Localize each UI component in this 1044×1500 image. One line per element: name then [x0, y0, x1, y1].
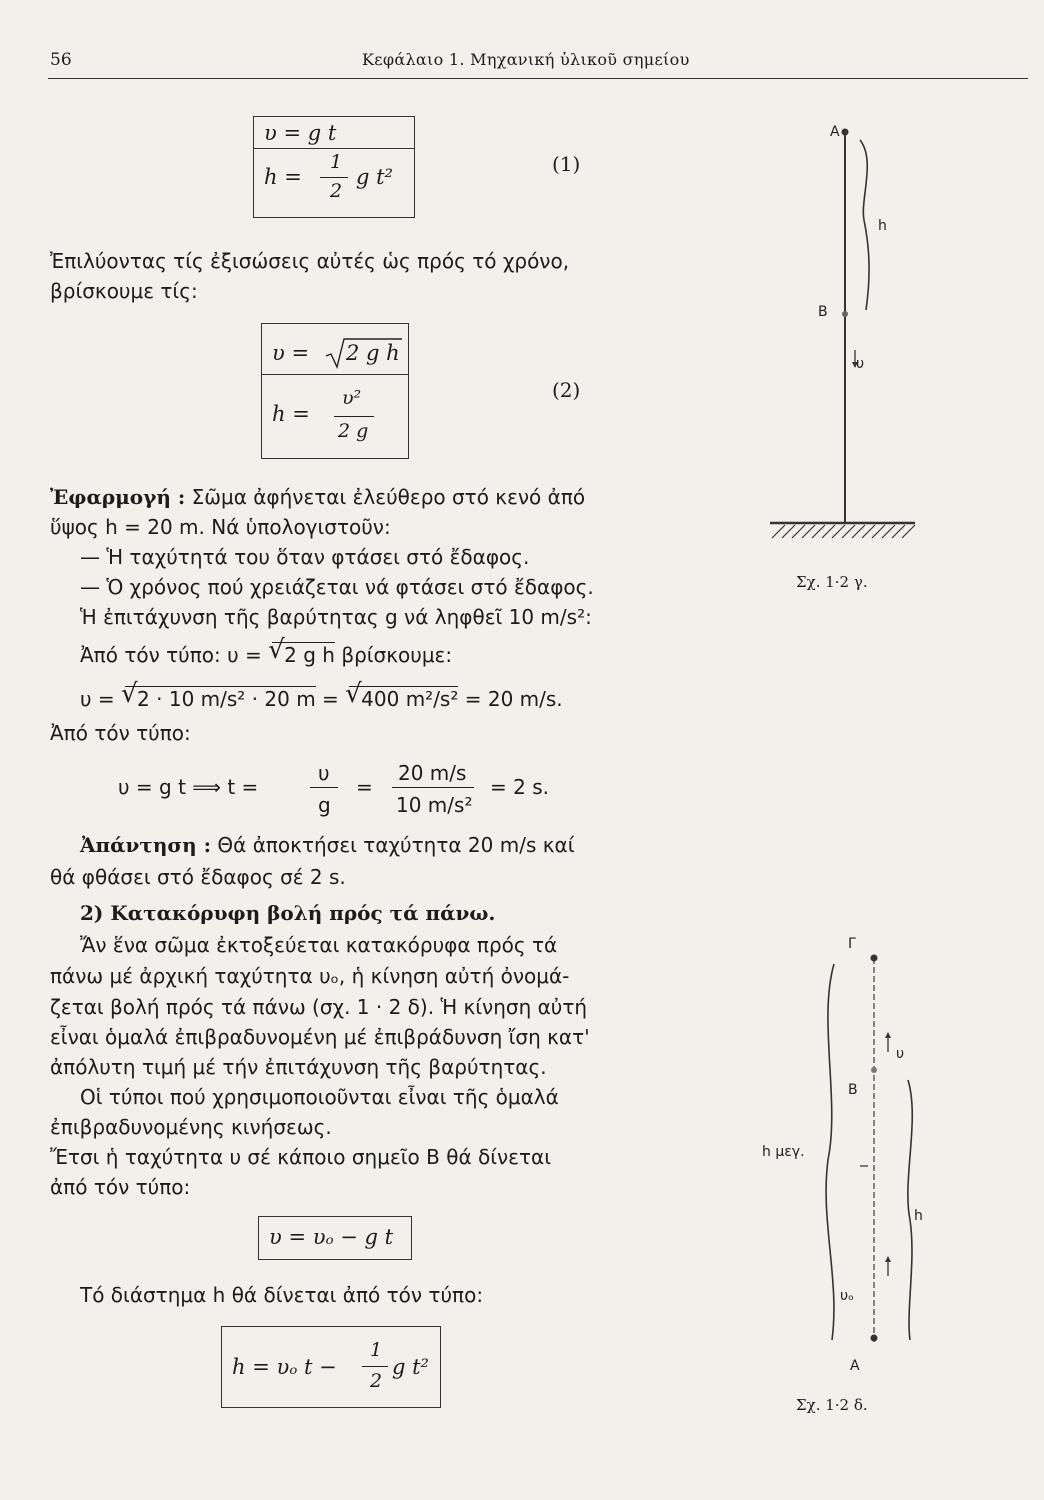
- bullet-item: — Ἡ ταχύτητά του ὅταν φτάσει στό ἔδαφος.: [80, 545, 530, 569]
- paragraph-line: Ἄν ἕνα σῶμα ἐκτοξεύεται κατακόρυφα πρός τά: [80, 933, 558, 957]
- formula-v-lhs: υ =: [272, 341, 310, 365]
- sqrt-argument: 2 g h: [346, 341, 400, 365]
- paragraph-line: θά φθάσει στό ἔδαφος σέ 2 s.: [50, 865, 346, 889]
- formula-v-v0-gt: υ = υₒ − g t: [269, 1225, 394, 1249]
- height-brace: [908, 1080, 912, 1340]
- formula-h-lhs: h =: [264, 165, 302, 189]
- label-b: Β: [848, 1082, 858, 1098]
- fraction-denominator: 2: [370, 1370, 383, 1392]
- fraction-denominator: 2 g: [338, 420, 369, 442]
- formula-h-lhs: h =: [272, 402, 310, 426]
- label-h: h: [914, 1208, 923, 1224]
- paragraph-line: Ἡ ἐπιτάχυνση τῆς βαρύτητας g νά ληφθεῖ 10 m/s²:: [80, 605, 592, 629]
- fraction-denominator: 10 m/s²: [396, 793, 473, 817]
- fraction-numerator: 1: [330, 151, 343, 173]
- paragraph-line: εἶναι ὁμαλά ἐπιβραδυνομένη μέ ἐπιβράδυνση ἴση κατ': [50, 1025, 590, 1049]
- formula-box-1: [253, 116, 415, 218]
- formula-h-rhs: g t²: [392, 1355, 429, 1379]
- height-brace: [860, 140, 869, 310]
- ground-hatching: [772, 525, 915, 538]
- paragraph-line: βρίσκουμε τίς:: [50, 279, 198, 303]
- point-b-marker: [842, 311, 848, 317]
- paragraph-line: ὕψος h = 20 m. Νά ὑπολογιστοῦν:: [50, 515, 391, 539]
- label-v: υ: [896, 1046, 905, 1062]
- time-equation-left: υ = g t ⟹ t =: [118, 775, 259, 799]
- formula-h-rhs: g t²: [356, 165, 393, 189]
- equation-number-2: (2): [552, 378, 581, 402]
- calculation-line: υ = √ 2 · 10 m/s² · 20 m = √ 400 m²/s² = 20 m/s.: [80, 679, 563, 711]
- label-v: υ: [856, 356, 865, 372]
- answer-heading: Ἀπάντηση :: [80, 833, 212, 857]
- paragraph-line: Οἱ τύποι πού χρησιμοποιοῦνται εἶναι τῆς ὁμαλά: [80, 1085, 559, 1109]
- header-rule: [48, 78, 1028, 79]
- fraction-numerator: υ: [318, 761, 330, 785]
- formula-pre: Ἀπό τόν τύπο: υ =: [80, 643, 262, 667]
- point-g-marker: [871, 955, 878, 962]
- bullet-item: — Ὁ χρόνος πού χρειάζεται νά φτάσει στό ἔδαφος.: [80, 575, 594, 599]
- label-a: Α: [850, 1358, 860, 1374]
- label-a: Α: [830, 124, 840, 140]
- chapter-title: Κεφάλαιο 1. Μηχανική ὑλικοῦ σημείου: [362, 50, 690, 69]
- formula-box-4: [221, 1326, 441, 1408]
- paragraph-line: πάνω μέ ἀρχική ταχύτητα υₒ, ἡ κίνηση αὐτή ὀνομά-: [50, 964, 570, 988]
- answer-text: Θά ἀποκτήσει ταχύτητα 20 m/s καί: [217, 833, 575, 857]
- paragraph-line: Τό διάστημα h θά δίνεται ἀπό τόν τύπο:: [80, 1283, 484, 1307]
- paragraph-line: ἐπιβραδυνομένης κινήσεως.: [50, 1115, 332, 1139]
- fraction-numerator: 20 m/s: [398, 761, 467, 785]
- formula-line: [80, 635, 453, 670]
- fraction-denominator: g: [318, 793, 331, 817]
- label-g: Γ: [848, 936, 856, 952]
- fraction-denominator: 2: [330, 180, 343, 202]
- equation-number-1: (1): [552, 152, 581, 176]
- label-h: h: [878, 218, 887, 234]
- label-h-max: h μεγ.: [762, 1144, 805, 1160]
- label-b: Β: [818, 304, 828, 320]
- figure-caption: Σχ. 1·2 γ.: [796, 573, 868, 591]
- formula-box-3: [258, 1216, 412, 1260]
- fraction-numerator: 1: [370, 1339, 383, 1361]
- point-a-marker: [871, 1335, 878, 1342]
- sqrt-expression: √ 400 m²/s²: [345, 679, 459, 711]
- application-line: [50, 482, 585, 512]
- sqrt-expression: √ 2 g h: [268, 635, 335, 667]
- answer-line: [80, 830, 574, 860]
- sqrt-expression: √ 2 · 10 m/s² · 20 m: [121, 679, 316, 711]
- formula-h-lhs: h = υₒ t −: [232, 1355, 337, 1379]
- paragraph-line: Ἔτσι ἡ ταχύτητα υ σέ κάποιο σημεῖο Β θά δίνεται: [50, 1145, 551, 1169]
- application-text: Σῶμα ἀφήνεται ἐλεύθερο στό κενό ἀπό: [191, 485, 586, 509]
- paragraph-line: Ἀπό τόν τύπο:: [50, 721, 191, 745]
- figure-caption: Σχ. 1·2 δ.: [796, 1396, 868, 1414]
- paragraph-line: Ἐπιλύοντας τίς ἐξισώσεις αὐτές ὡς πρός τό χρόνο,: [50, 249, 570, 273]
- figure-upward-throw: [790, 940, 930, 1360]
- paragraph-line: ἀπό τόν τύπο:: [50, 1175, 191, 1199]
- fraction-numerator: υ²: [342, 387, 362, 409]
- application-heading: Ἐφαρμογή :: [50, 485, 186, 509]
- formula-box-2: [261, 323, 409, 459]
- paragraph-line: ἀπόλυτη τιμή μέ τήν ἐπιτάχυνση τῆς βαρύτητας.: [50, 1055, 547, 1079]
- point-b-marker: [871, 1067, 877, 1073]
- section-heading: 2) Κατακόρυφη βολή πρός τά πάνω.: [80, 901, 496, 925]
- page-number: 56: [50, 50, 72, 70]
- equation-result: = 2 s.: [490, 775, 549, 799]
- formula-v-gt: υ = g t: [264, 121, 337, 145]
- paragraph-line: ζεται βολή πρός τά πάνω (σχ. 1 · 2 δ). Ἡ κίνηση αὐτή: [50, 995, 588, 1019]
- figure-free-fall: [760, 120, 930, 560]
- point-a-marker: [842, 129, 849, 136]
- formula-post: βρίσκουμε:: [341, 643, 453, 667]
- max-height-brace: [826, 964, 834, 1340]
- equals-sign: =: [356, 775, 373, 799]
- label-v0: υₒ: [840, 1288, 854, 1304]
